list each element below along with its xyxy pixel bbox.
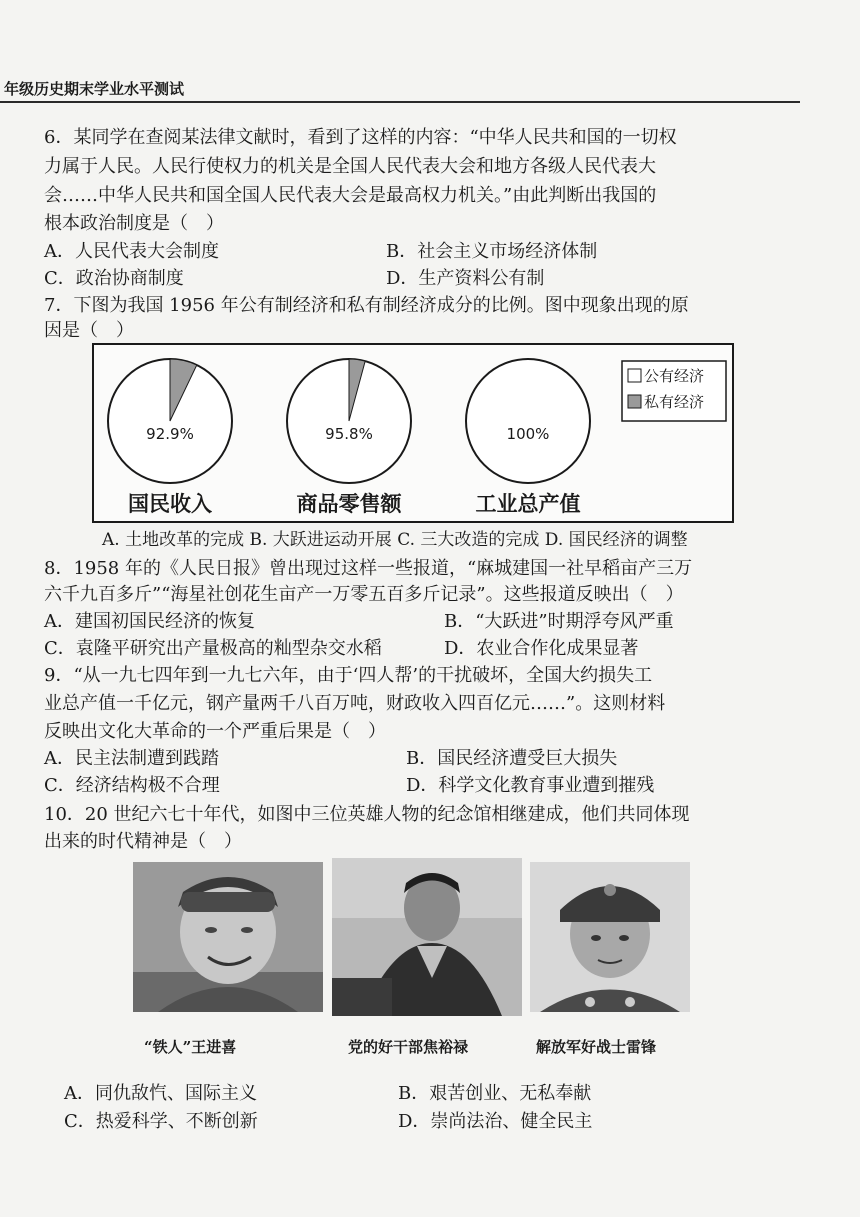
q7-line-1: 7．下图为我国 1956 年公有制经济和私有制经济成分的比例。图中现象出现的原 <box>44 295 689 316</box>
pie-national-income-value-label: 92.9% <box>146 425 194 443</box>
portrait-jiao-yulu-image <box>332 858 522 1016</box>
q6-line-2: 力属于人民。人民行使权力的机关是全国人民代表大会和地方各级人民代表大 <box>44 156 656 177</box>
q9-option-a: A．民主法制遭到践踏 <box>44 748 219 769</box>
q8-option-a: A．建国初国民经济的恢复 <box>44 611 255 632</box>
legend-swatch-private <box>628 395 641 408</box>
q10-option-d: D．崇尚法治、健全民主 <box>398 1111 593 1132</box>
q8-line-1: 8．1958 年的《人民日报》曾出现过这样一些报道，“麻城建国一社早稻亩产三万 <box>44 558 693 579</box>
q10-option-b: B．艰苦创业、无私奉献 <box>398 1083 592 1104</box>
q6-line-1: 6．某同学在查阅某法律文献时，看到了这样的内容：“中华人民共和国的一切权 <box>44 127 677 148</box>
photo-wang-jinxi <box>133 862 323 1012</box>
pie-chart-svg <box>94 345 732 521</box>
q9-line-2: 业总产值一千亿元，钢产量两千八百万吨，财政收入四百亿元……”。这则材料 <box>44 693 666 714</box>
q7-options-line: A. 土地改革的完成 B. 大跃进运动开展 C. 三大改造的完成 D. 国民经济的调整 <box>102 530 688 550</box>
pie-retail-sales-value-label: 95.8% <box>325 425 373 443</box>
q10-line-2: 出来的时代精神是（ ） <box>44 831 242 852</box>
q9-line-1: 9．“从一九七四年到一九七六年，由于‘四人帮’的干扰破坏，全国大约损失工 <box>44 665 653 686</box>
q8-option-b: B．“大跃进”时期浮夸风严重 <box>444 611 674 632</box>
legend-label-private: 私有经济 <box>644 393 705 411</box>
caption-jiao-yulu: 党的好干部焦裕禄 <box>348 1038 469 1056</box>
q8-line-2: 六千九百多斤”“海星社创花生亩产一万零五百多斤记录”。这些报道反映出（ ） <box>44 584 684 605</box>
q6-line-4: 根本政治制度是（ ） <box>44 213 224 234</box>
q6-option-a: A．人民代表大会制度 <box>44 241 219 262</box>
page-header: 年级历史期末学业水平测试 <box>4 80 185 98</box>
q9-line-3: 反映出文化大革命的一个严重后果是（ ） <box>44 721 386 742</box>
q6-option-b: B．社会主义市场经济体制 <box>386 241 598 262</box>
q7-line-2: 因是（ ） <box>44 320 134 341</box>
photo-jiao-yulu <box>332 858 522 1016</box>
portrait-lei-feng-image <box>530 862 690 1012</box>
pie-industrial-output-value-label: 100% <box>506 425 550 443</box>
q9-option-b: B．国民经济遭受巨大损失 <box>406 748 618 769</box>
q6-line-3: 会……中华人民共和国全国人民代表大会是最高权力机关。”由此判断出我国的 <box>44 185 657 206</box>
caption-lei-feng: 解放军好战士雷锋 <box>536 1038 657 1056</box>
q10-line-1: 10．20 世纪六七十年代，如图中三位英雄人物的纪念馆相继建成，他们共同体现 <box>44 804 690 825</box>
q8-option-d: D．农业合作化成果显著 <box>444 638 639 659</box>
q9-option-c: C．经济结构极不合理 <box>44 775 220 796</box>
pie-industrial-output-public-slice <box>466 359 590 483</box>
q10-option-a: A．同仇敌忾、国际主义 <box>64 1083 257 1104</box>
pie-chart-figure <box>92 343 734 523</box>
pie-industrial-output-label: 工业总产值 <box>475 492 581 516</box>
header-rule <box>0 101 800 103</box>
pie-national-income-label: 国民收入 <box>128 492 212 516</box>
pie-retail-sales-label: 商品零售额 <box>296 492 402 516</box>
legend-label-public: 公有经济 <box>644 367 705 385</box>
legend-swatch-public <box>628 369 641 382</box>
q8-option-c: C．袁隆平研究出产量极高的籼型杂交水稻 <box>44 638 382 659</box>
photo-lei-feng <box>530 862 690 1012</box>
q9-option-d: D．科学文化教育事业遭到摧残 <box>406 775 655 796</box>
q6-option-d: D．生产资料公有制 <box>386 268 545 289</box>
q6-option-c: C．政治协商制度 <box>44 268 184 289</box>
q10-option-c: C．热爱科学、不断创新 <box>64 1111 258 1132</box>
caption-wang-jinxi: “铁人”王进喜 <box>144 1038 237 1056</box>
portrait-wang-jinxi-image <box>133 862 323 1012</box>
